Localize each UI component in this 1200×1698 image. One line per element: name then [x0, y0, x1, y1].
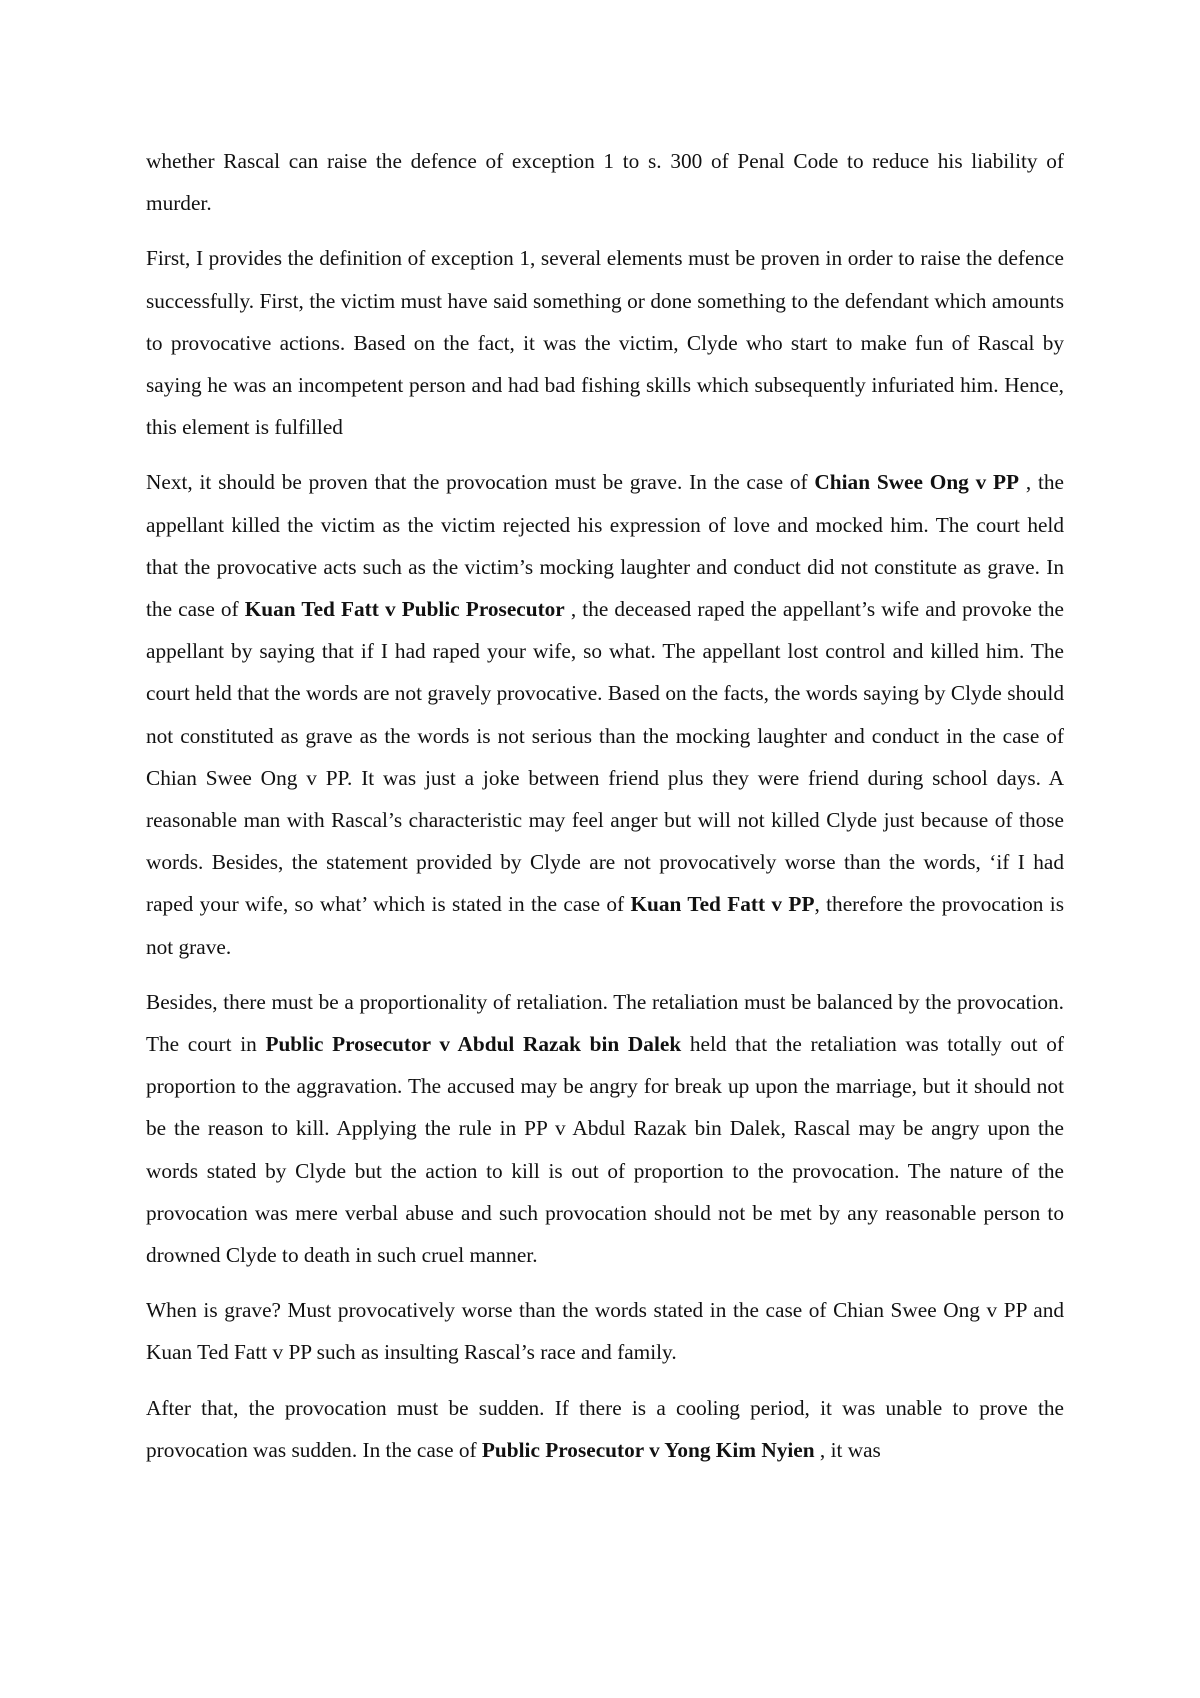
text-run: , the appellant killed the victim as the victim rejected his expression of love and mocked him. The court held that the provocative acts such as the victim’s mocking laughter and conduct did not constitute as grave. In the case of [146, 470, 1064, 622]
text-run: , the deceased raped the appellant’s wife and provoke the appellant by saying that if I had raped your wife, so what. The appellant lost control and killed him. The court held that the words are not gravely provocative. Based on the facts, the words saying by Clyde should not constituted as grave as the words is not serious than the mocking laughter and conduct in the case of Chian Swee Ong v PP. It was just a joke between friend plus they were friend during school days. A reasonable man with Rascal’s characteristic may feel anger but will not killed Clyde just because of those words. Besides, the statement provided by Clyde are not provocatively worse than the words, ‘if I had raped your wife, so what’ which is stated in the case of [146, 597, 1064, 917]
paragraph-1 [146, 140, 1064, 224]
text-run: First, I provides the definition of exception 1, several elements must be proven in order to raise the defence successfully. First, the victim must have said something or done something to the defendant which amounts to provocative actions. Based on the fact, it was the victim, Clyde who start to make fun of Rascal by saying he was an incompetent person and had bad fishing skills which subsequently infuriated him. Hence, this element is fulfilled [146, 246, 1064, 440]
text-run: After that, the provocation must be sudden. If there is a cooling period, it was unable to prove the provocation was sudden. In the case of [146, 1395, 1064, 1462]
text-run: When is grave? Must provocatively worse than the words stated in the case of Chian Swee Ong v PP and Kuan Ted Fatt v PP such as insulting Rascal’s race and family. [146, 1298, 1064, 1365]
text-run: whether Rascal can raise the defence of exception 1 to s. 300 of Penal Code to reduce his liability of murder. [146, 149, 1064, 216]
case-name-bold: Kuan Ted Fatt v PP [630, 892, 815, 917]
paragraph-4 [146, 981, 1064, 1276]
paragraph-3 [146, 461, 1064, 967]
paragraph-2 [146, 237, 1064, 448]
text-run: , it was [814, 1437, 881, 1462]
text-run: , therefore the provocation is not grave. [146, 892, 1064, 959]
paragraph-5 [146, 1289, 1064, 1373]
paragraph-6 [146, 1387, 1064, 1471]
case-name-bold: Chian Swee Ong v PP [814, 470, 1020, 495]
document-page [146, 140, 1064, 1484]
case-name-bold: Public Prosecutor v Yong Kim Nyien [481, 1437, 815, 1462]
case-name-bold: Kuan Ted Fatt v Public Prosecutor [244, 597, 565, 622]
text-run: Besides, there must be a proportionality of retaliation. The retaliation must be balanced by the provocation. The court in [146, 989, 1064, 1057]
case-name-bold: Public Prosecutor v Abdul Razak bin Dalek [265, 1032, 682, 1057]
text-run: held that the retaliation was totally out of proportion to the aggravation. The accused may be angry for break up upon the marriage, but it should not be the reason to kill. Applying the rule in PP v Abdul Razak bin Dalek, Rascal may be angry upon the words stated by Clyde but the action to kill is out of proportion to the provocation. The nature of the provocation was mere verbal abuse and such provocation should not be met by any reasonable person to drowned Clyde to death in such cruel manner. [146, 1032, 1064, 1268]
text-run: Next, it should be proven that the provocation must be grave. In the case of [146, 470, 815, 495]
